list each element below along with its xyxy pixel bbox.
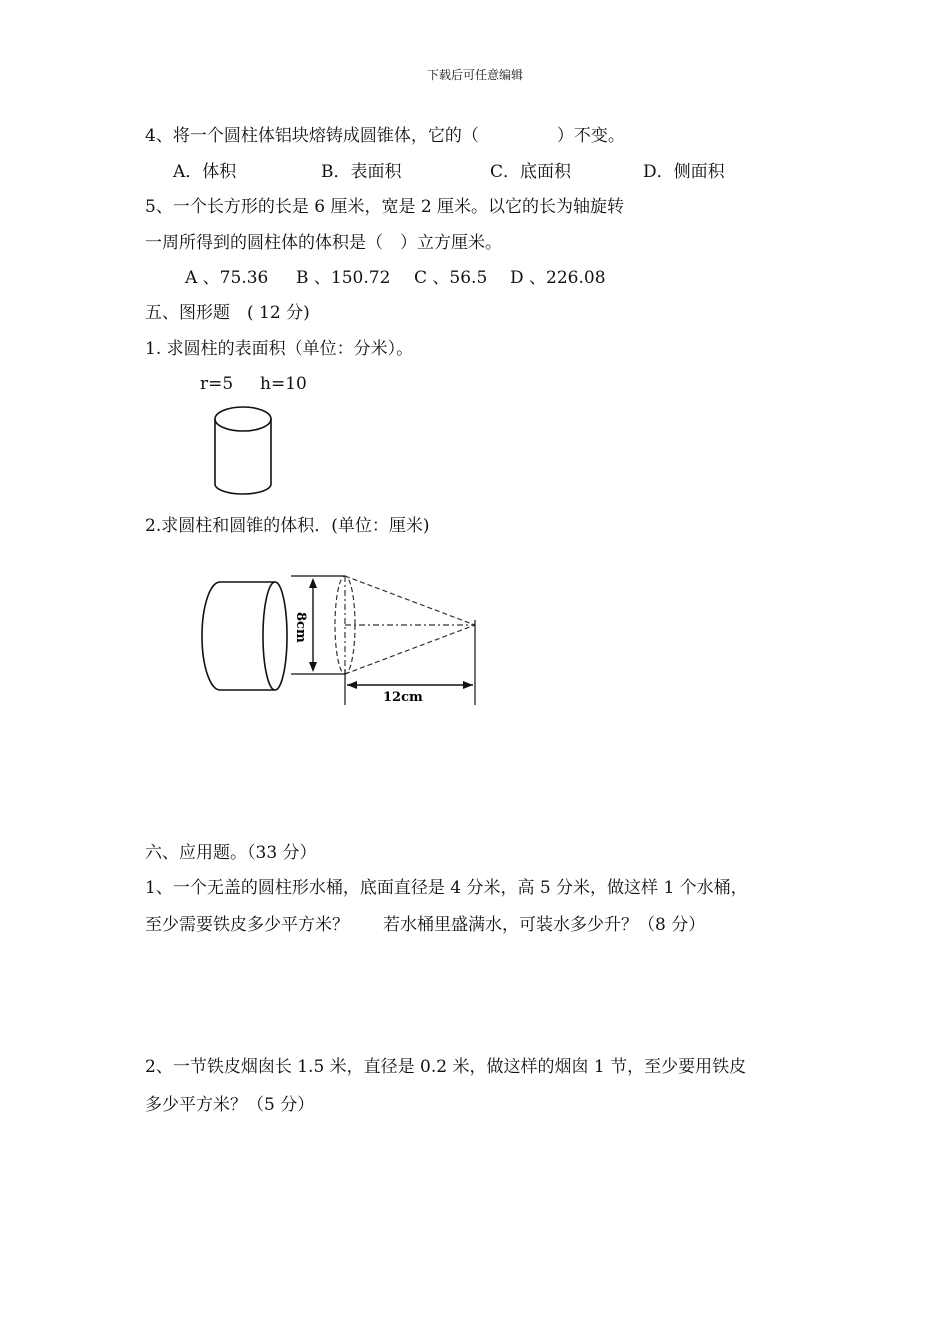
section-5-title: 五、图形题 ( 12 分) (145, 303, 310, 323)
section-6-question-2-line-1: 2、一节铁皮烟囱长 1.5 米，直径是 0.2 米，做这样的烟囱 1 节，至少要用铁皮 (145, 1057, 747, 1077)
question-4-stem (145, 125, 625, 147)
question-4-option-b: B．表面积 (321, 162, 402, 182)
question-5-option-c: C 、56.5 (414, 268, 488, 288)
question-4-stem-after: ）不变。 (556, 126, 625, 146)
section-6-question-1-line-1: 1、一个无盖的圆柱形水桶，底面直径是 4 分米，高 5 分米，做这样 1 个水桶， (145, 878, 748, 898)
question-5-option-a: A 、75.36 (185, 268, 269, 288)
cone-length-label: 12cm (383, 690, 423, 705)
question-4-option-a: A．体积 (173, 162, 237, 182)
cone-height-label: 8cm (293, 612, 308, 643)
section-6-title: 六、应用题。（33 分） (145, 843, 317, 863)
question-4-option-c: C．底面积 (490, 162, 572, 182)
question-5-option-b: B 、150.72 (296, 268, 391, 288)
section-6-question-2-line-2: 多少平方米？（5 分） (145, 1095, 315, 1115)
page-header: 下载后可任意编辑 (426, 68, 523, 82)
section-6-question-1-line-2: 至少需要铁皮多少平方米？ 若水桶里盛满水，可装水多少升？（8 分） (145, 915, 706, 935)
radius-label: r=5 (200, 374, 234, 394)
section-5-question-2: 2.求圆柱和圆锥的体积．(单位：厘米) (145, 516, 430, 536)
question-4-stem-before: 4、将一个圆柱体铝块熔铸成圆锥体，它的（ (145, 126, 479, 146)
height-label: h=10 (260, 374, 307, 394)
question-4-option-d: D．侧面积 (643, 162, 725, 182)
question-5-line-2: 一周所得到的圆柱体的体积是（ ）立方厘米。 (145, 233, 502, 253)
cylinder-figure (205, 398, 285, 502)
question-5-option-d: D 、226.08 (510, 268, 606, 288)
cylinder-cone-figure (195, 570, 485, 710)
question-5-line-1: 5、一个长方形的长是 6 厘米，宽是 2 厘米。以它的长为轴旋转 (145, 197, 625, 217)
section-5-question-1: 1. 求圆柱的表面积（单位：分米）。 (145, 339, 414, 359)
